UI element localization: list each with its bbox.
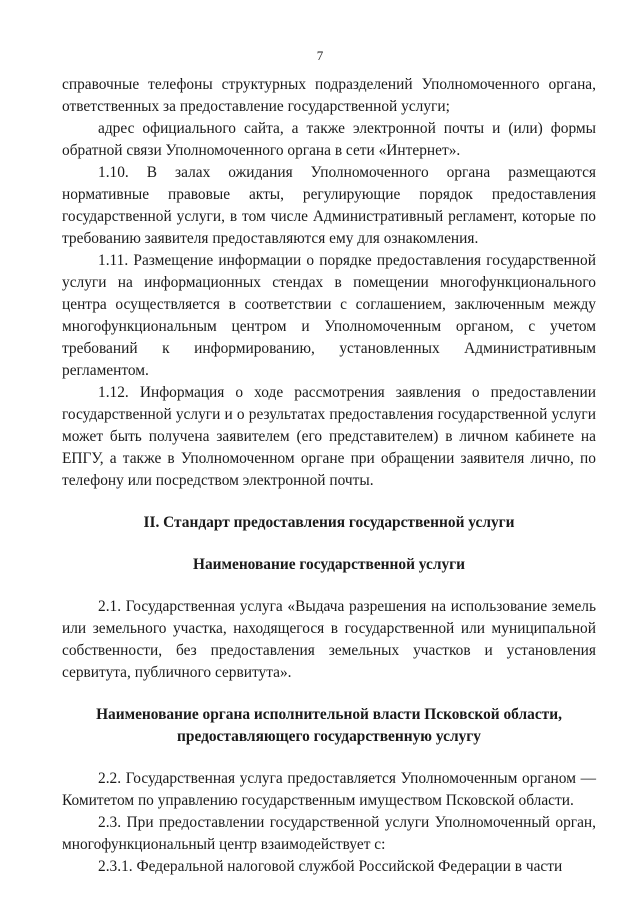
heading-line: Наименование органа исполнительной власти Псковской области, bbox=[96, 706, 562, 723]
heading-line: предоставляющего государственную услугу bbox=[177, 728, 481, 745]
paragraph: 1.12. Информация о ходе рассмотрения заявления о предоставлении государственной услуги и о результатах предоставления государственной услуги может быть получена заявителем (его представителем) в личном кабинете на ЕПГУ, а также в Уполномоченном органе при обращении заявителя лично, по телефону или посредством электронной почты. bbox=[62, 384, 596, 489]
paragraph: 1.10. В залах ожидания Уполномоченного органа размещаются нормативные правовые акты, регулирующие порядок предоставления государственной услуги, в том числе Административный регламент, которые по требованию заявителя предоставляются ему для ознакомления. bbox=[62, 164, 596, 247]
paragraph: справочные телефоны структурных подразделений Уполномоченного органа, ответственных за предоставление государственной услуги; bbox=[62, 76, 596, 115]
heading-line: II. Стандарт предоставления государственной услуги bbox=[143, 514, 515, 531]
subsection-heading bbox=[62, 704, 596, 748]
paragraph: адрес официального сайта, а также электронной почты и (или) формы обратной связи Уполномоченного органа в сети «Интернет». bbox=[62, 120, 596, 159]
spacer bbox=[62, 748, 596, 768]
paragraph: 2.3.1. Федеральной налоговой службой Российской Федерации в части bbox=[98, 858, 563, 875]
section-heading bbox=[62, 512, 596, 534]
page-number: 7 bbox=[316, 48, 324, 63]
paragraph: 2.1. Государственная услуга «Выдача разрешения на использование земель или земельного участка, находящегося в государственной или муниципальной собственности, без предоставления земельных участков и установления сервитута, публичного сервитута». bbox=[62, 598, 596, 681]
paragraph: 2.3. При предоставлении государственной услуги Уполномоченный орган, многофункциональный центр взаимодействует с: bbox=[62, 814, 596, 853]
document-body bbox=[62, 74, 596, 878]
subsection-heading bbox=[62, 554, 596, 576]
paragraph: 1.11. Размещение информации о порядке предоставления государственной услуги на информационных стендах в помещении многофункционального центра осуществляется в соответствии с соглашением, заключенным между многофункциональным центром и Уполномоченным органом, с учетом требований к информированию, установленных Административным регламентом. bbox=[62, 252, 596, 379]
heading-line: Наименование государственной услуги bbox=[192, 556, 466, 573]
paragraph: 2.2. Государственная услуга предоставляется Уполномоченным органом — Комитетом по управлению государственным имуществом Псковской области. bbox=[62, 770, 596, 809]
spacer bbox=[62, 576, 596, 596]
